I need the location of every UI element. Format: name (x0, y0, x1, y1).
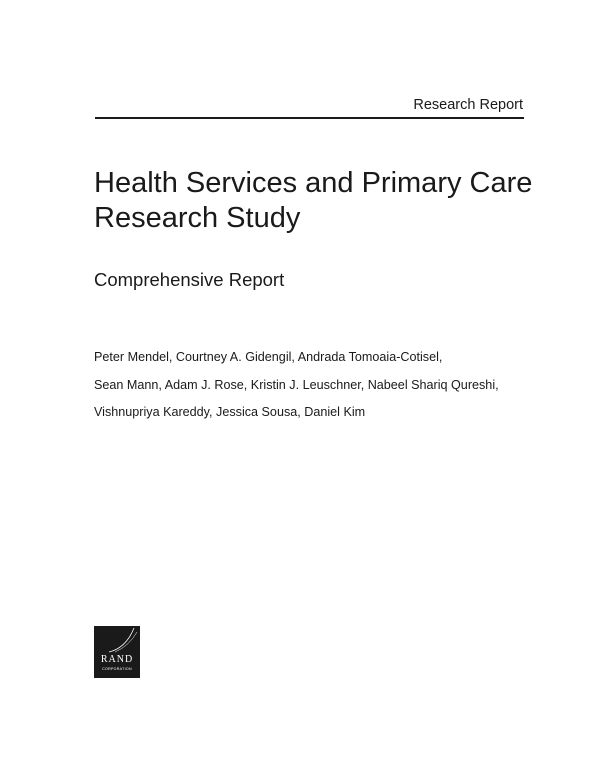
report-title-line-1: Health Services and Primary Care (94, 167, 533, 199)
rand-logo-subtext: CORPORATION (102, 667, 132, 671)
author-list (94, 344, 544, 427)
author-line-3: Vishnupriya Kareddy, Jessica Sousa, Daniel Kim (94, 405, 366, 419)
report-subtitle: Comprehensive Report (94, 269, 285, 290)
rand-logo-wordmark: RAND (100, 654, 134, 665)
report-title-line-2: Research Study (94, 202, 301, 234)
report-title (94, 166, 534, 236)
header-divider (95, 117, 524, 119)
author-line-2: Sean Mann, Adam J. Rose, Kristin J. Leuschner, Nabeel Shariq Qureshi, (94, 377, 499, 392)
rand-logo (94, 626, 140, 678)
author-line-1: Peter Mendel, Courtney A. Gidengil, Andrada Tomoaia-Cotisel, (94, 350, 443, 364)
report-series-label: Research Report (413, 97, 523, 113)
